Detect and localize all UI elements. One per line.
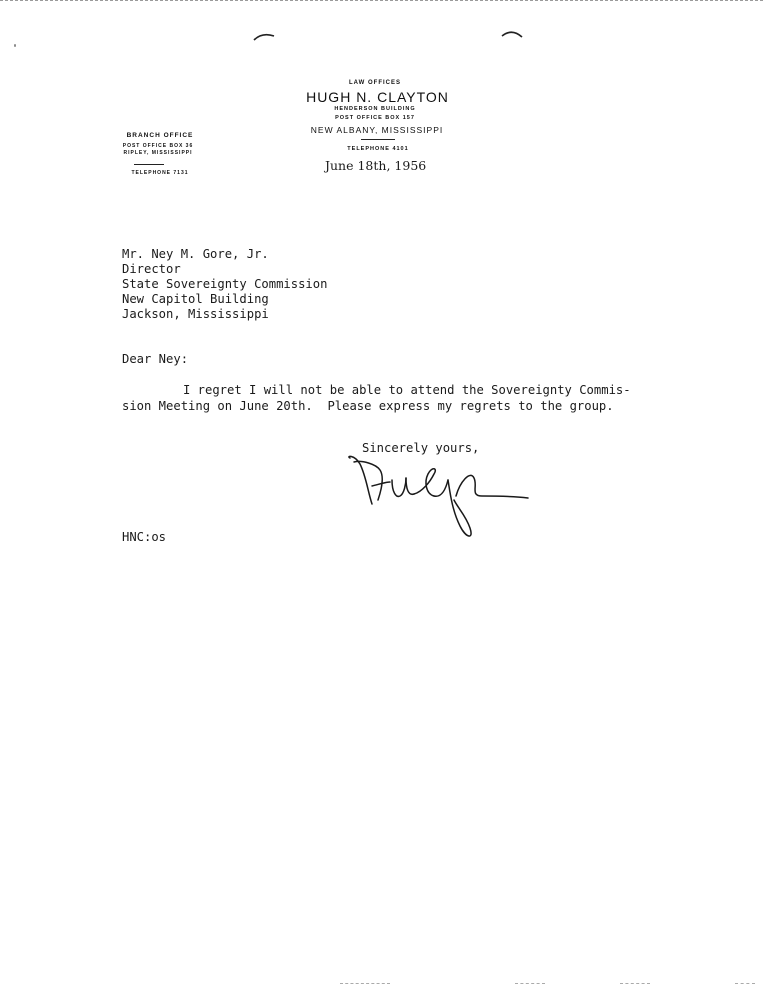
letter-date: June 18th, 1956	[325, 158, 427, 173]
scan-bottom-edge	[620, 983, 650, 984]
scan-speck	[14, 44, 16, 47]
letterhead-name: HUGH N. CLAYTON	[306, 89, 449, 105]
recipient-title: Director	[122, 262, 181, 276]
letterhead-po-box: POST OFFICE BOX 157	[335, 115, 415, 121]
body-line-1: I regret I will not be able to attend the Sovereignty Commis-	[183, 383, 631, 397]
branch-office-city: RIPLEY, MISSISSIPPI	[123, 150, 193, 156]
branch-office-telephone: TELEPHONE 7131	[131, 170, 189, 176]
branch-office-po-box: POST OFFICE BOX 36	[122, 143, 194, 149]
recipient-name: Mr. Ney M. Gore, Jr.	[122, 247, 269, 261]
signature-image	[342, 452, 534, 544]
letterhead-city: NEW ALBANY, MISSISSIPPI	[310, 125, 444, 135]
scan-mark-right	[500, 28, 524, 42]
closing: Sincerely yours,	[362, 441, 480, 455]
typist-initials: HNC:os	[122, 530, 167, 544]
salutation: Dear Ney:	[122, 352, 189, 366]
recipient-city: Jackson, Mississippi	[122, 307, 269, 321]
scan-bottom-edge	[735, 983, 755, 984]
scan-bottom-edge	[340, 983, 390, 984]
branch-office-label: BRANCH OFFICE	[126, 132, 194, 139]
branch-office-divider	[134, 164, 164, 165]
scan-mark-left	[252, 30, 276, 44]
recipient-building: New Capitol Building	[122, 292, 269, 306]
letterhead-telephone: TELEPHONE 4101	[347, 146, 409, 152]
letterhead-building: HENDERSON BUILDING	[334, 106, 416, 112]
scan-bottom-edge	[515, 983, 545, 984]
scan-top-edge	[0, 0, 763, 7]
letterhead-divider	[361, 139, 395, 140]
letterhead-law-offices: LAW OFFICES	[349, 80, 401, 86]
recipient-organization: State Sovereignty Commission	[122, 277, 328, 291]
body-line-2: sion Meeting on June 20th. Please express my regrets to the group.	[122, 399, 614, 413]
